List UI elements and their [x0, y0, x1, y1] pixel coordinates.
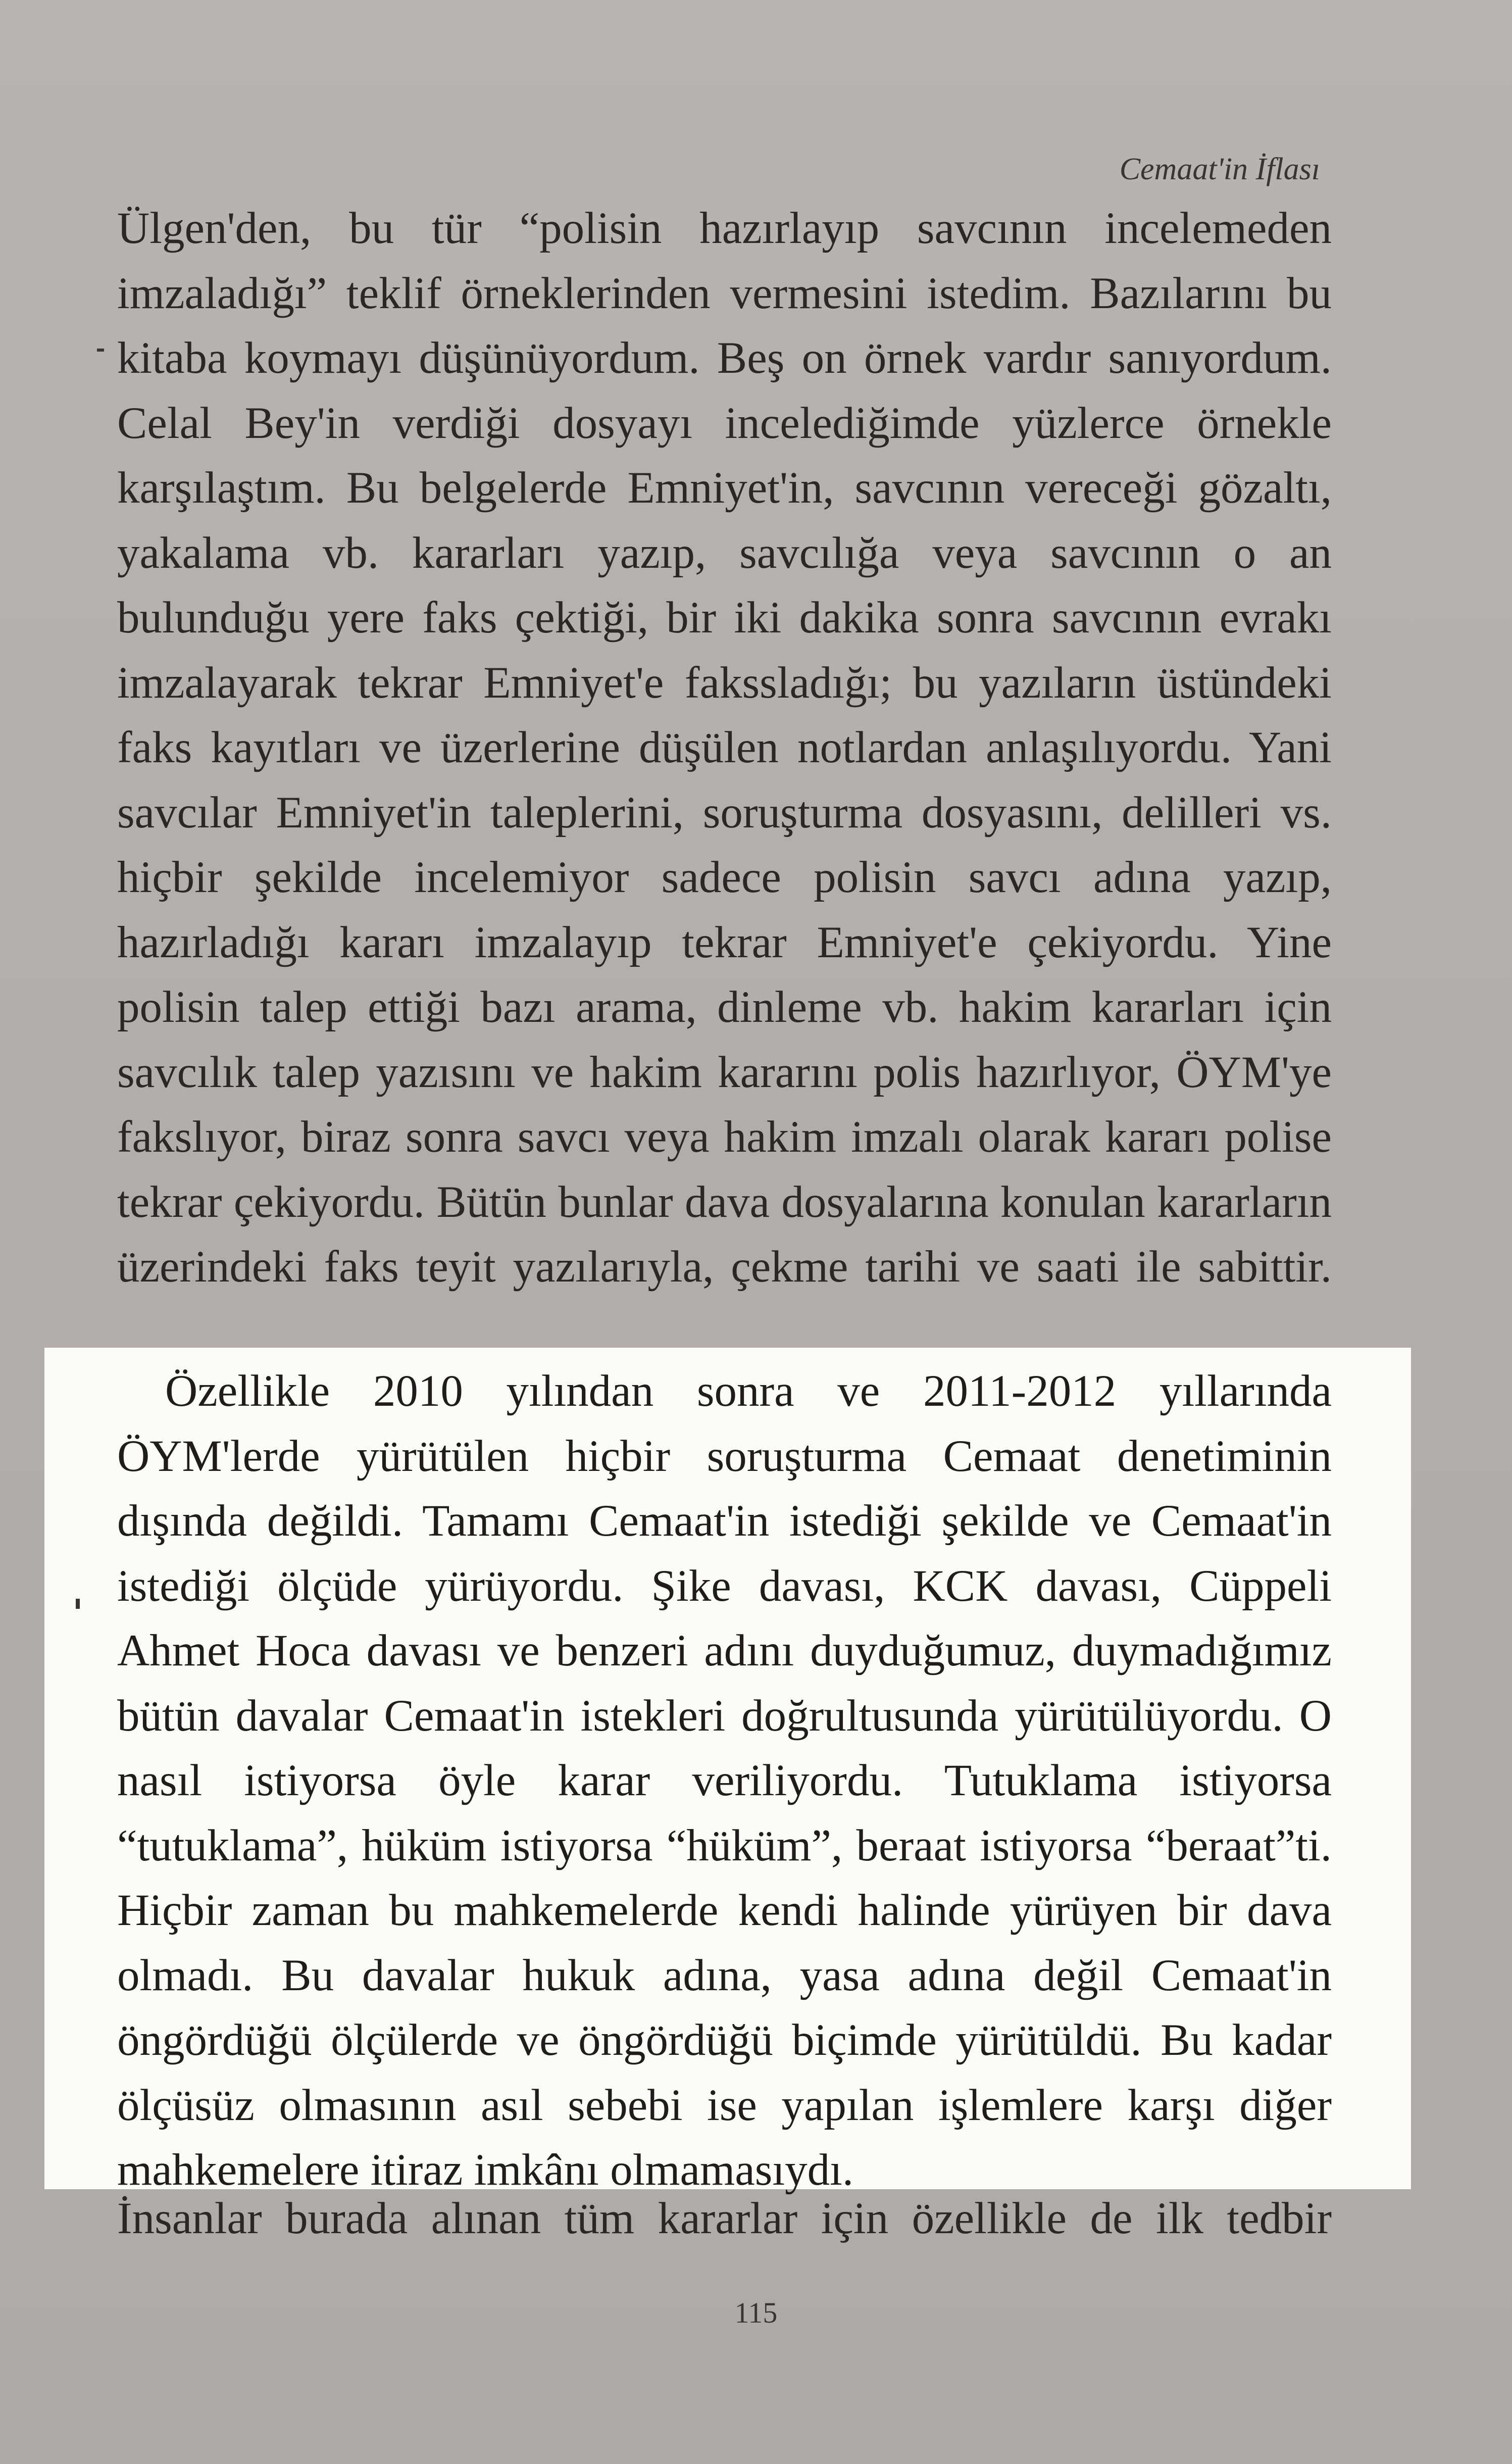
- margin-mark: [76, 1599, 80, 1609]
- highlighted-paragraph: Özellikle 2010 yılından sonra ve 2011-2012 yıllarında ÖYM'lerde yürütülen hiçbir soruşturma Cemaat denetiminin dışında değildi. Tamamı Cemaat'in istediği şekilde ve Cemaat'in istediği ölçüde yürüyordu. Şike davası, KCK davası, Cüppeli Ahmet Hoca davası ve benzeri adını duyduğumuz, duymadığımız bütün davalar Cemaat'in istekleri doğrultusunda yürütülüyordu. O nasıl istiyorsa öyle karar veriliyordu. Tutuklama istiyorsa “tutuklama”, hüküm istiyorsa “hüküm”, beraat istiyorsa “beraat”ti. Hiçbir zaman bu mahkemelerde kendi halinde yürüyen bir dava olmadı. Bu davalar hukuk adına, yasa adına değil Cemaat'in öngördüğü ölçülerde ve öngördüğü biçimde yürütüldü. Bu kadar ölçüsüz olmasının asıl sebebi ise yapılan işlemlere karşı diğer mahkemelere itiraz imkânı olmamasıydı.: [117, 1366, 1332, 2195]
- running-header: Cemaat'in İflası: [1119, 152, 1320, 186]
- margin-mark: [97, 349, 104, 352]
- page-number: 115: [734, 2296, 778, 2329]
- trailing-text-line: İnsanlar burada alınan tüm kararlar için özellikle de ilk tedbir: [117, 2194, 1332, 2243]
- body-paragraph: Ülgen'den, bu tür “polisin hazırlayıp savcının incelemeden imzaladığı” teklif örneklerinden vermesini istedim. Bazılarını bu kitaba koymayı düşünüyordum. Beş on örnek vardır sanıyordum. Celal Bey'in verdiği dosyayı incelediğimde yüzlerce örnekle karşılaştım. Bu belgelerde Emniyet'in, savcının vereceği gözaltı, yakalama vb. kararları yazıp, savcılığa veya savcının o an bulunduğu yere faks çektiği, bir iki dakika sonra savcının evrakı imzalayarak tekrar Emniyet'e fakssladığı; bu yazıların üstündeki faks kayıtları ve üzerlerine düşülen notlardan anlaşılıyordu. Yani savcılar Emniyet'in taleplerini, soruşturma dosyasını, delilleri vs. hiçbir şekilde incelemiyor sadece polisin savcı adına yazıp, hazırladığı kararı imzalayıp tekrar Emniyet'e çekiyordu. Yine polisin talep ettiği bazı arama, dinleme vb. hakim kararları için savcılık talep yazısını ve hakim kararını polis hazırlıyor, ÖYM'ye fakslıyor, biraz sonra savcı veya hakim imzalı olarak kararı polise tekrar çekiyordu. Bütün bunlar dava dosyalarına konulan kararların üzerindeki faks teyit yazılarıyla, çekme tarihi ve saati ile sabittir.: [117, 204, 1332, 1292]
